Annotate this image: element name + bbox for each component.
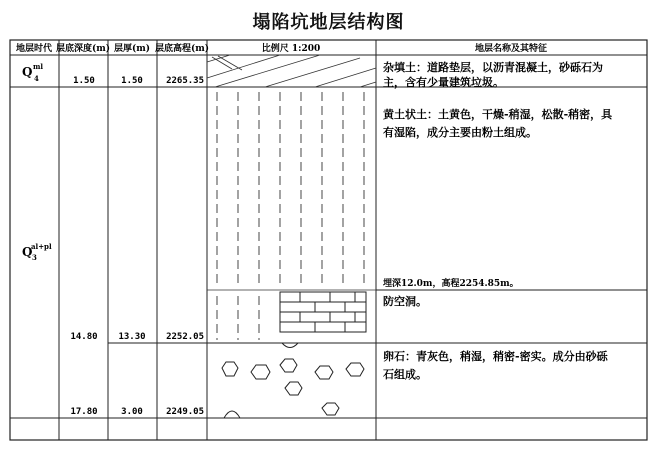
loess-pattern: [217, 92, 364, 286]
age-layer-1: [22, 62, 43, 83]
age-sub: 4: [34, 74, 39, 83]
desc-layer-3-line-2: 石组成。: [383, 368, 427, 381]
thickness-layer-3: 3.00: [121, 407, 143, 417]
header-bottom-depth: 层底深度(m): [55, 44, 111, 54]
desc-layer-3-line-1: 卵石：青灰色，稍湿，稍密-密实。成分由砂砾: [383, 350, 608, 363]
thickness-layer-2: 13.30: [118, 332, 146, 342]
page-title: 塌陷坑地层结构图: [252, 12, 405, 33]
age-sub: 3: [32, 253, 37, 262]
header-name-desc: 地层名称及其特征: [474, 44, 548, 54]
depth-layer-1: 1.50: [73, 76, 95, 86]
header-age: 地层时代: [15, 44, 53, 54]
air-raid-shelter-bricks: [280, 292, 366, 332]
table-frame: [10, 40, 647, 440]
pebble-pattern: [222, 343, 364, 418]
age-symbol: Q: [22, 245, 33, 259]
age-sup: al+pl: [31, 242, 52, 251]
shelter-depth-note: 埋深12.0m，高程2254.85m。: [383, 279, 519, 289]
shelter-label: 防空洞。: [383, 295, 427, 308]
desc-layer-1-line-2: 主，含有少量建筑垃圾。: [383, 76, 504, 89]
header-thickness: 层厚(m): [113, 44, 151, 54]
depth-layer-3: 17.80: [70, 407, 98, 417]
loess-pattern-lower: [217, 296, 259, 340]
header-bottom-elevation: 层底高程(m): [154, 44, 210, 54]
desc-layer-1-line-1: 杂填土：道路垫层，以沥青混凝土，砂砾石为: [383, 61, 603, 74]
age-sup: ml: [33, 62, 44, 71]
age-layer-2: [22, 242, 52, 262]
fill-soil-hatch: [207, 55, 376, 87]
header-scale: 比例尺 1:200: [261, 44, 321, 54]
elevation-layer-1: 2265.35: [166, 76, 204, 86]
elevation-layer-2: 2252.05: [166, 332, 204, 342]
thickness-layer-1: 1.50: [121, 76, 143, 86]
depth-layer-2: 14.80: [70, 332, 98, 342]
age-symbol: Q: [22, 65, 33, 79]
elevation-layer-3: 2249.05: [166, 407, 204, 417]
desc-layer-2-line-1: 黄土状土：土黄色，干燥-稍湿，松散-稍密，具: [383, 108, 613, 121]
desc-layer-2-line-2: 有湿陷，成分主要由粉土组成。: [383, 126, 537, 139]
